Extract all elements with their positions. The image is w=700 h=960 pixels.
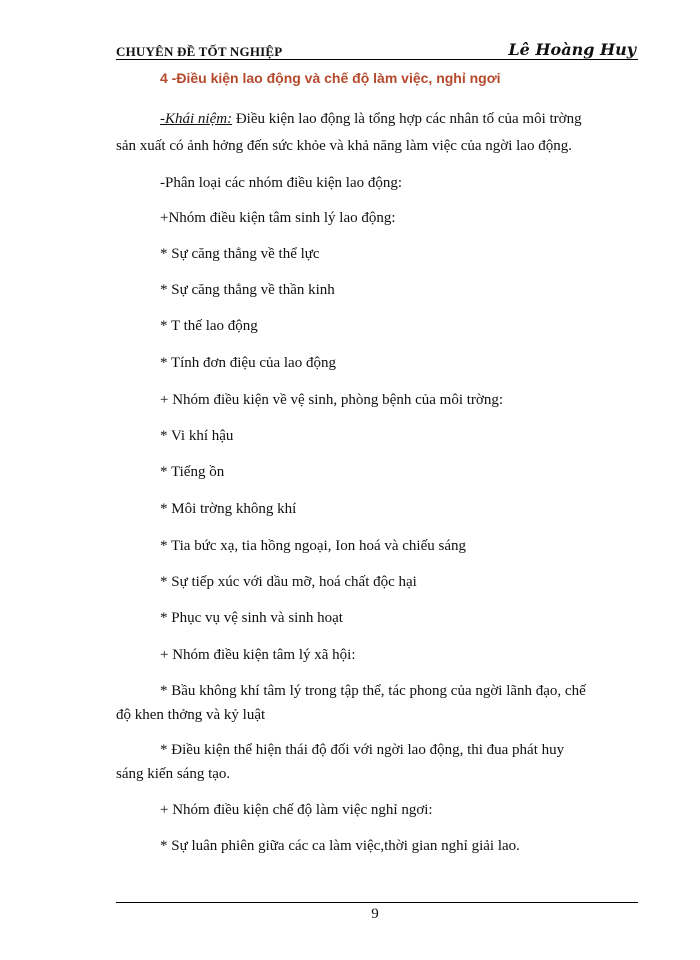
definition-text: Điều kiện lao động là tổng hợp các nhân tố của môi trờng	[232, 111, 582, 127]
list-item: * Điều kiện thể hiện thái độ đối với ngời lao động, thi đua phát huy	[160, 742, 565, 758]
list-item: * Tiếng ồn	[160, 464, 225, 480]
definition-line-2: sản xuất có ảnh hởng đến sức khỏe và khả năng làm việc của ngời lao động.	[116, 138, 572, 154]
list-item-continuation: sáng kiến sáng tạo.	[116, 766, 231, 782]
list-item: * Tia bức xạ, tia hồng ngoại, Ion hoá và chiếu sáng	[160, 538, 466, 554]
header-rule	[116, 59, 638, 60]
definition-label: -Khái niệm:	[160, 111, 233, 127]
definition-line-1	[160, 110, 582, 128]
list-item-continuation: độ khen thởng và kỷ luật	[116, 707, 266, 723]
list-item: * T thế lao động	[160, 318, 258, 334]
list-item: * Vi khí hậu	[160, 428, 234, 444]
list-item: * Môi trờng không khí	[160, 501, 297, 517]
group3-title: + Nhóm điều kiện tâm lý xã hội:	[160, 647, 356, 663]
list-item: * Sự tiếp xúc với dầu mỡ, hoá chất độc hại	[160, 574, 417, 590]
list-item: * Phục vụ vệ sinh và sinh hoạt	[160, 610, 343, 626]
list-item: * Sự căng thẳng về thần kinh	[160, 282, 335, 298]
group1-title: +Nhóm điều kiện tâm sinh lý lao động:	[160, 210, 396, 226]
list-item: * Sự luân phiên giữa các ca làm việc,thời gian nghỉ giải lao.	[160, 838, 520, 854]
list-item: * Bầu không khí tâm lý trong tập thể, tác phong của ngời lãnh đạo, chế	[160, 683, 586, 699]
classification-line: -Phân loại các nhóm điều kiện lao động:	[160, 175, 403, 191]
page-number: 9	[371, 906, 379, 922]
footer-rule	[116, 902, 638, 903]
list-item: * Sự căng thẳng về thể lực	[160, 246, 320, 262]
list-item: * Tính đơn điệu của lao động	[160, 355, 336, 371]
group2-title: + Nhóm điều kiện về vệ sinh, phòng bệnh của môi trờng:	[160, 392, 504, 408]
header-title: CHUYÊN ĐỀ TỐT NGHIỆP	[116, 44, 283, 59]
section-heading: 4 -Điều kiện lao động và chế độ làm việc, nghỉ ngơi	[160, 70, 501, 86]
header-author: Lê Hoàng Huy	[508, 40, 636, 59]
group4-title: + Nhóm điều kiện chế độ làm việc nghỉ ngơi:	[160, 802, 433, 818]
